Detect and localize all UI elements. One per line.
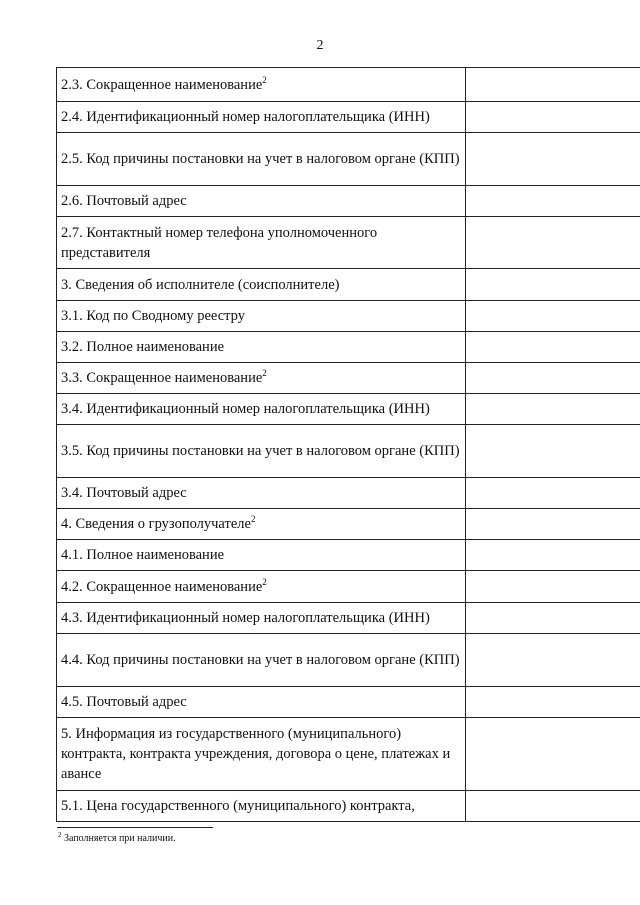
value-cell[interactable]	[466, 718, 640, 791]
value-cell[interactable]	[466, 425, 640, 478]
row-label-cell	[57, 102, 466, 133]
value-cell[interactable]	[466, 478, 640, 509]
value-cell[interactable]	[466, 509, 640, 540]
row-label: 4.4. Код причины постановки на учет в налоговом органе (КПП)	[61, 652, 460, 668]
footnote-ref: 2	[262, 576, 267, 587]
row-label-cell	[57, 687, 466, 718]
table-row	[57, 603, 640, 634]
row-label-cell	[57, 425, 466, 478]
row-label-cell	[57, 133, 466, 186]
table-row	[57, 425, 640, 478]
table-row	[57, 133, 640, 186]
footnote-text: Заполняется при наличии.	[64, 833, 176, 844]
row-label: 2.5. Код причины постановки на учет в налоговом органе (КПП)	[61, 151, 460, 167]
row-label: 3.5. Код причины постановки на учет в налоговом органе (КПП)	[61, 443, 460, 459]
row-label-cell	[57, 394, 466, 425]
table-row	[57, 509, 640, 540]
row-label-cell	[57, 791, 466, 822]
footnote	[58, 833, 176, 844]
value-cell[interactable]	[466, 363, 640, 394]
row-label-cell	[57, 301, 466, 332]
table-row	[57, 718, 640, 791]
row-label-cell	[57, 363, 466, 394]
table-row	[57, 571, 640, 603]
value-cell[interactable]	[466, 133, 640, 186]
value-cell[interactable]	[466, 603, 640, 634]
row-label: 3.3. Сокращенное наименование	[61, 370, 263, 386]
row-label-cell	[57, 509, 466, 540]
row-label: 4.1. Полное наименование	[61, 547, 225, 563]
table-row	[57, 269, 640, 301]
value-cell[interactable]	[466, 301, 640, 332]
value-cell[interactable]	[466, 634, 640, 687]
row-label: 5.1. Цена государственного (муниципального) контракта,	[61, 798, 415, 814]
row-label: 2.6. Почтовый адрес	[61, 193, 187, 209]
row-label: 2.4. Идентификационный номер налогоплательщика (ИНН)	[61, 109, 430, 125]
footnote-ref: 2	[262, 74, 267, 85]
table-row	[57, 102, 640, 133]
value-cell[interactable]	[466, 68, 640, 102]
footnote-divider	[57, 827, 213, 828]
row-label-cell	[57, 186, 466, 217]
row-label-cell	[57, 634, 466, 687]
value-cell[interactable]	[466, 540, 640, 571]
row-label-cell	[57, 571, 466, 603]
value-cell[interactable]	[466, 687, 640, 718]
value-cell[interactable]	[466, 394, 640, 425]
table-row	[57, 634, 640, 687]
row-label: 4.5. Почтовый адрес	[61, 694, 187, 710]
table-row	[57, 791, 640, 822]
row-label: 3.4. Почтовый адрес	[61, 485, 187, 501]
row-label: 2.7. Контактный номер телефона уполномоченного представителя	[61, 224, 378, 261]
row-label-cell	[57, 68, 466, 102]
table-row	[57, 687, 640, 718]
row-label: 5. Информация из государственного (муниципального) контракта, контракта учреждения, договора о цене, платежах и авансе	[61, 726, 451, 782]
value-cell[interactable]	[466, 102, 640, 133]
table-row	[57, 394, 640, 425]
row-label-cell	[57, 332, 466, 363]
footnote-ref: 2	[250, 514, 256, 524]
form-table	[56, 67, 640, 822]
row-label: 2.3. Сокращенное наименование	[61, 76, 263, 93]
row-label: 3.1. Код по Сводному реестру	[61, 308, 245, 324]
table-row	[57, 68, 640, 102]
table-row	[57, 540, 640, 571]
row-label-cell	[57, 217, 466, 269]
value-cell[interactable]	[466, 186, 640, 217]
row-label-cell	[57, 540, 466, 571]
row-label-cell	[57, 269, 466, 301]
row-label: 4.3. Идентификационный номер налогоплательщика (ИНН)	[61, 610, 430, 626]
row-label: 3. Сведения об исполнителе (соисполнителе)	[61, 276, 340, 293]
table-row	[57, 301, 640, 332]
value-cell[interactable]	[466, 571, 640, 603]
row-label-cell	[57, 478, 466, 509]
value-cell[interactable]	[466, 269, 640, 301]
table-row	[57, 217, 640, 269]
table-row	[57, 363, 640, 394]
table-row	[57, 186, 640, 217]
table-row	[57, 478, 640, 509]
row-label: 4. Сведения о грузополучателе	[61, 516, 251, 532]
row-label-cell	[57, 603, 466, 634]
footnote-mark: 2	[58, 831, 62, 839]
page-number: 2	[316, 38, 324, 53]
footnote-ref: 2	[262, 368, 267, 378]
value-cell[interactable]	[466, 332, 640, 363]
value-cell[interactable]	[466, 791, 640, 822]
row-label: 3.2. Полное наименование	[61, 339, 225, 355]
row-label: 4.2. Сокращенное наименование	[61, 578, 263, 595]
row-label: 3.4. Идентификационный номер налогоплательщика (ИНН)	[61, 401, 430, 417]
value-cell[interactable]	[466, 217, 640, 269]
row-label-cell	[57, 718, 466, 791]
table-row	[57, 332, 640, 363]
